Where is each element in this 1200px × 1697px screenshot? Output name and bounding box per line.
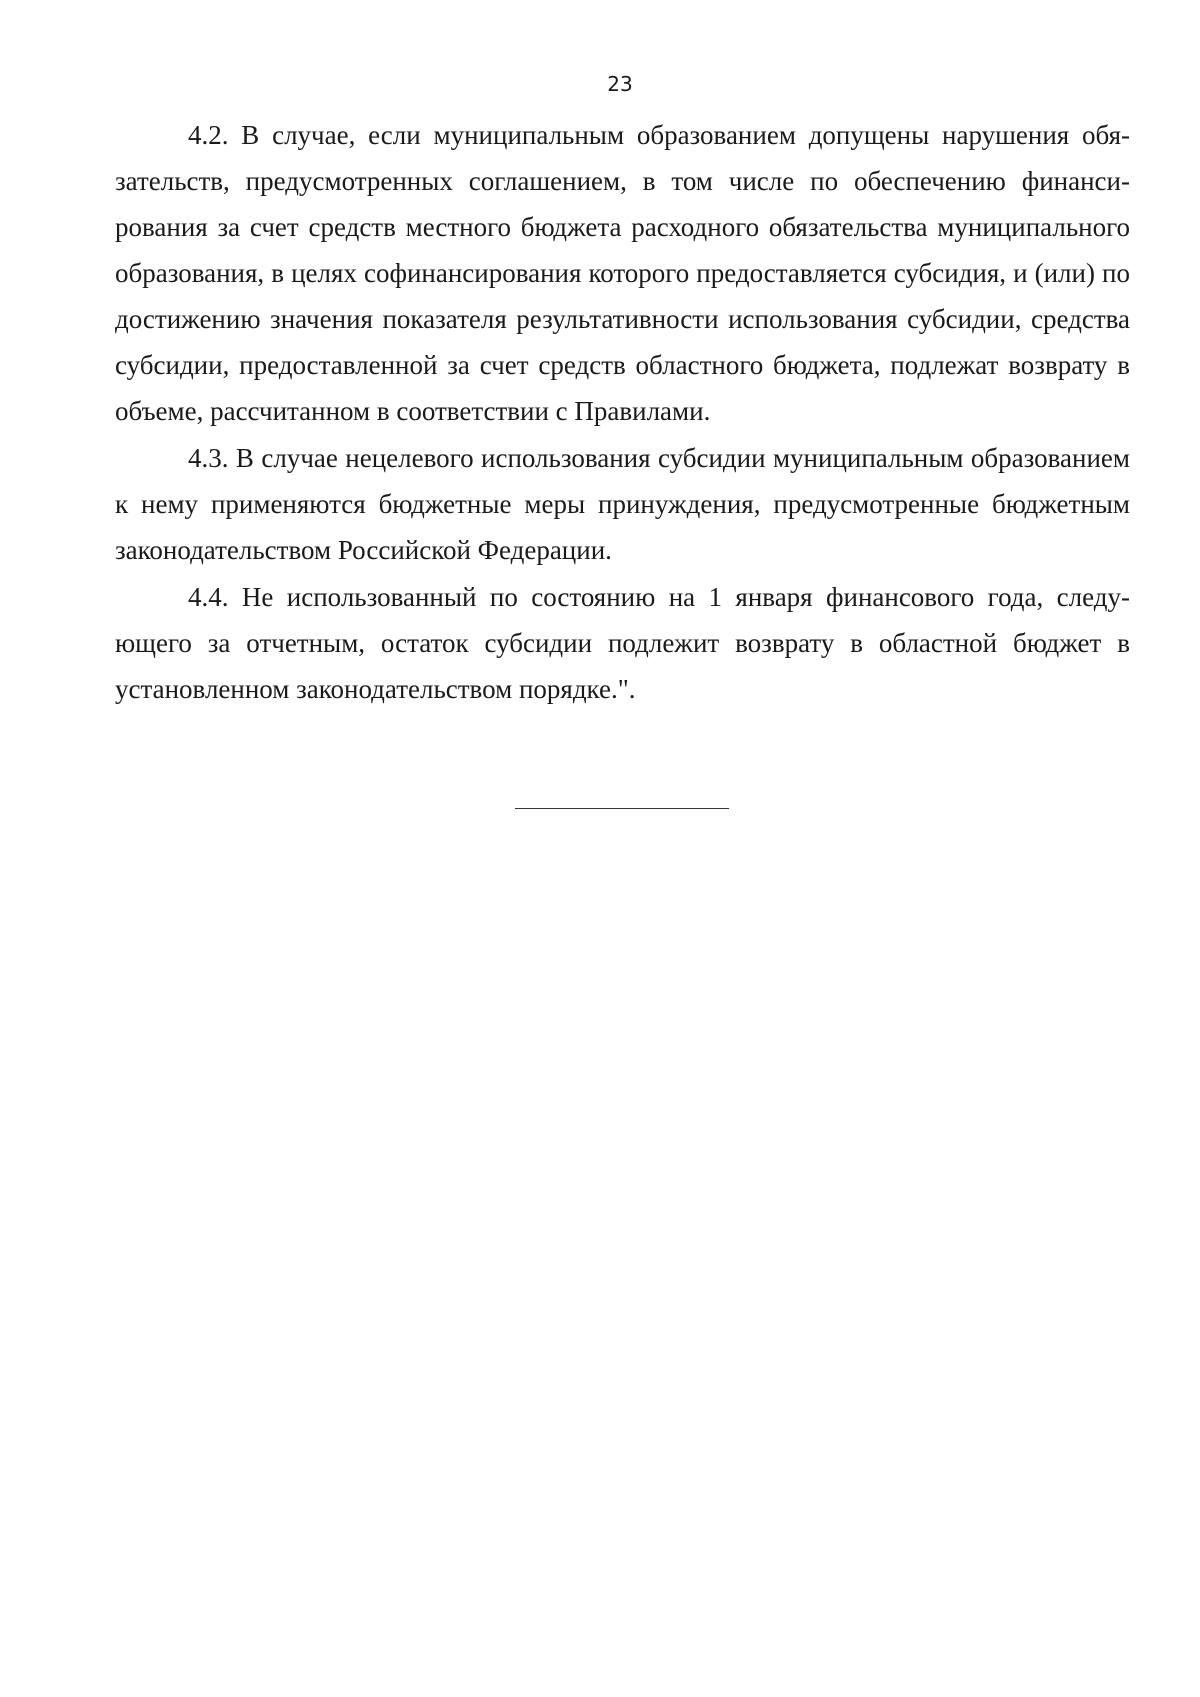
paragraph-4-2: 4.2. В случае, если муниципальным образованием допущены нарушения обязательств, предусмотренных соглашением, в том числе по обеспечению финансирования за счет средств местного бюджета расходного обязательства муниципального образования, в целях софинансирования которого предоставляется субсидия, и (или) по достижению значения показателя результативности использования субсидии, средства субсидии, предоставленной за счет средств областного бюджета, подлежат возврату в объеме, рассчитанном в соответствии с Правилами. [115,120,1130,426]
document-body [115,112,1130,713]
paragraph-4-4: 4.4. Не использованный по состоянию на 1 января финансового года, следующего за отчетным, остаток субсидии подлежит возврату в областной бюджет в установленном законодательством порядке.". [115,582,1130,704]
closing-divider [515,808,729,809]
page-number: 23 [607,72,633,96]
paragraph-4-3: 4.3. В случае нецелевого использования субсидии муниципальным образованием к нему применяются бюджетные меры принуждения, предусмотренные бюджетным законодательством Российской Федерации. [115,443,1130,565]
